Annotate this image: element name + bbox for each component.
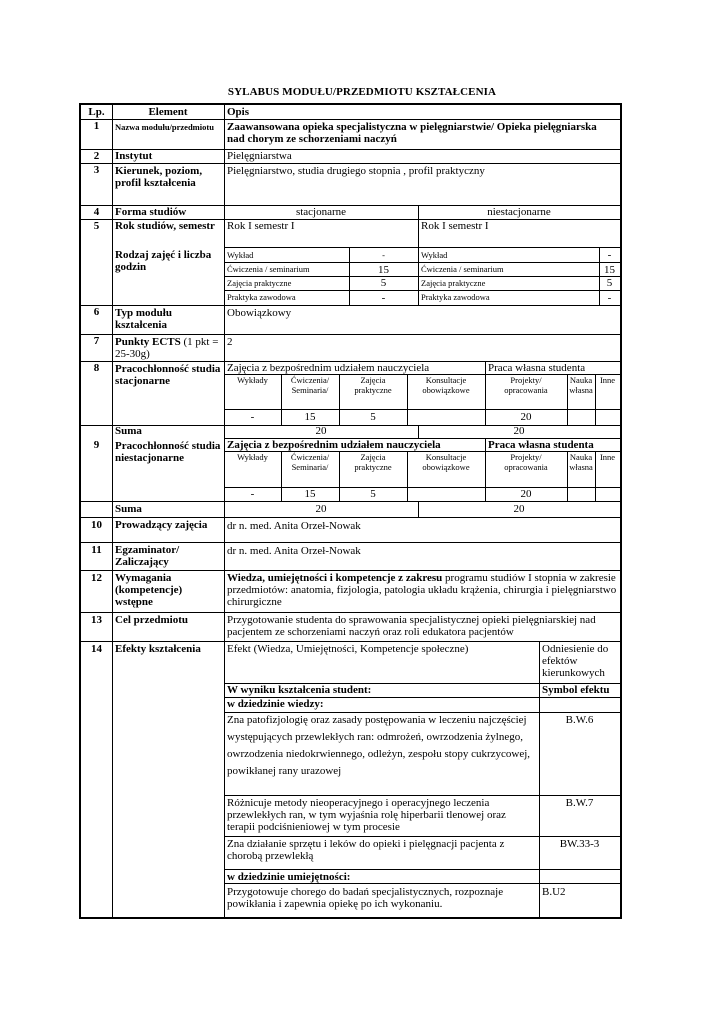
row-11-element: Egzaminator/ Zaliczający	[115, 544, 180, 568]
effects-head: Efekt (Wiedza, Umiejętności, Kompetencje społeczne)	[227, 643, 469, 655]
form-niestacjonarne: niestacjonarne	[487, 206, 551, 218]
header-opis: Opis	[227, 106, 250, 118]
lecturer: dr n. med. Anita Orzeł-Nowak	[227, 520, 361, 532]
effect-w1: Zna patofizjologię oraz zasady postępowania w leczeniu najczęściej występujących przewlekłych ran: odmrożeń, owrzodzenia żylnego, owrzodzenia niedokrwiennego, odleżyn, zespołu stopy cukrzycowej, powikłanej rany urazowej	[227, 714, 531, 777]
row-9-lp: 9	[93, 439, 100, 451]
suma-stac-teacher: 20	[315, 425, 327, 437]
ects-rate: (1 pkt = 25-30g)	[115, 336, 219, 360]
workload-col: Nauka własna	[569, 375, 593, 395]
prerequisites	[224, 570, 620, 612]
workload-niestac-teacher-head: Zajęcia z bezpośrednim udziałem nauczyciela	[227, 439, 441, 451]
row-5-lp: 5	[93, 220, 100, 232]
effect-w3-code: BW.33-3	[559, 838, 600, 850]
effect-w2-code: B.W.7	[565, 797, 594, 809]
class-type: Wykład	[421, 250, 448, 260]
row-10-element: Prowadzący zajęcia	[115, 519, 208, 531]
workload-val: 15	[304, 488, 316, 500]
header-element: Element	[148, 106, 188, 118]
workload-val: 20	[520, 411, 532, 423]
knowledge-section: w dziedzinie wiedzy:	[227, 698, 324, 710]
row-2-lp: 2	[93, 150, 100, 162]
field-of-study: Pielęgniarstwo, studia drugiego stopnia , profil praktyczny	[227, 165, 485, 177]
row-7-lp: 7	[93, 335, 100, 347]
row-9-element: Pracochłonność studia niestacjonarne	[115, 440, 221, 464]
header-lp: Lp.	[88, 106, 105, 118]
hours-stac: 15	[378, 264, 389, 276]
institute: Pielęgniarstwa	[227, 150, 292, 162]
row-14-lp: 14	[91, 643, 102, 655]
hours-stac: -	[381, 292, 386, 304]
workload-val: 5	[370, 488, 376, 500]
hours-niestac: 5	[606, 277, 613, 289]
effect-w1-code: B.W.6	[565, 714, 594, 726]
course-goal: Przygotowanie studenta do sprawowania specjalistycznej opieki pielęgniarskiej nad pacjentem ze schorzeniami naczyń oraz roli edukatora pacjentów	[227, 614, 596, 638]
workload-col: Ćwiczenia/ Seminaria/	[290, 375, 330, 395]
workload-stac-teacher-head: Zajęcia z bezpośrednim udziałem nauczyciela	[227, 362, 430, 374]
suma-niestac-own: 20	[513, 503, 525, 515]
effect-w3: Zna działanie sprzętu i leków do opieki i pielęgnacji pacjenta z chorobą przewlekłą	[227, 838, 505, 862]
workload-col: Ćwiczenia/ Seminaria/	[290, 452, 330, 472]
workload-col: Zajęcia praktyczne	[354, 452, 392, 472]
row-8-lp: 8	[93, 362, 100, 374]
skills-section: w dziedzinie umiejętności:	[227, 871, 351, 883]
row-13-element: Cel przedmiotu	[115, 614, 189, 626]
workload-col: Zajęcia praktyczne	[354, 375, 392, 395]
hours-stac: -	[382, 250, 385, 260]
row-7-element	[112, 334, 224, 361]
workload-col: Konsultacje obowiązkowe	[422, 375, 470, 395]
row-8-element: Pracochłonność studia stacjonarne	[115, 363, 221, 387]
row-1-lp: 1	[93, 120, 100, 132]
workload-val	[595, 487, 620, 501]
workload-col: Inne	[599, 452, 616, 462]
row-5-element: Rok studiów, semestr	[115, 220, 215, 232]
class-type: Zajęcia praktyczne	[227, 278, 292, 288]
suma-label: Suma	[115, 503, 142, 515]
workload-val: -	[250, 411, 255, 423]
suma-label: Suma	[115, 425, 142, 437]
row-12-element: Wymagania (kompetencje) wstępne	[115, 572, 183, 608]
row-1-element: Nazwa modułu/przedmiotu	[115, 122, 214, 132]
workload-val: 15	[304, 411, 316, 423]
row-6-lp: 6	[93, 306, 100, 318]
form-stacjonarne: stacjonarne	[295, 206, 347, 218]
workload-val: -	[250, 488, 255, 500]
row-3-lp: 3	[93, 164, 100, 176]
class-type: Ćwiczenia / seminarium	[421, 264, 504, 274]
class-types-label: Rodzaj zajęć i liczba godzin	[115, 249, 212, 273]
year-semester-stac: Rok I semestr I	[227, 220, 295, 232]
suma-stac-own: 20	[513, 425, 525, 437]
effects-symbol-head: Symbol efektu	[542, 684, 610, 696]
document-title: SYLABUS MODUŁU/PRZEDMIOTU KSZTAŁCENIA	[227, 86, 497, 98]
effect-w2: Różnicuje metody nieoperacyjnego i operacyjnego leczenia przewlekłych ran, w tym wyjaśnia rolę hiperbarii tlenowej oraz terapii podciśnieniowej w tym procesie	[227, 797, 506, 833]
row-4-element: Forma studiów	[115, 206, 187, 218]
workload-niestac-own-head: Praca własna studenta	[488, 439, 594, 451]
row-14-element: Efekty kształcenia	[115, 643, 201, 655]
effects-student-head: W wyniku kształcenia student:	[227, 684, 372, 696]
row-2-element: Instytut	[115, 150, 153, 162]
prerequisites-rest: programu studiów I stopnia w zakresie przedmiotów: anatomia, fizjologia, patologia układu krążenia, chirurgia i pielęgniarstwo chirurgiczne	[227, 572, 617, 608]
workload-col: Projekty/ opracowania	[504, 452, 548, 472]
row-10-lp: 10	[91, 519, 102, 531]
hours-niestac: 15	[604, 264, 615, 276]
ects-label: Punkty ECTS	[115, 336, 181, 348]
workload-val	[567, 487, 595, 501]
hours-stac: 5	[380, 277, 387, 289]
class-type: Ćwiczenia / seminarium	[227, 264, 310, 274]
syllabus-table	[79, 103, 622, 919]
workload-val	[407, 409, 485, 425]
class-type: Zajęcia praktyczne	[421, 278, 486, 288]
workload-col: Inne	[599, 375, 616, 385]
hours-niestac: -	[607, 292, 612, 304]
row-11-lp: 11	[91, 544, 102, 556]
workload-val: 5	[370, 411, 376, 423]
row-12-lp: 12	[91, 572, 102, 584]
module-name: Zaawansowana opieka specjalistyczna w pielęgniarstwie/ Opieka pielęgniarska nad chorym ze schorzeniami naczyń	[227, 121, 597, 145]
class-type: Praktyka zawodowa	[227, 292, 296, 302]
class-type: Praktyka zawodowa	[421, 292, 490, 302]
examiner: dr n. med. Anita Orzeł-Nowak	[227, 545, 361, 557]
workload-val	[407, 487, 485, 501]
workload-val: 20	[520, 488, 532, 500]
module-type: Obowiązkowy	[227, 307, 292, 319]
workload-val	[567, 409, 595, 425]
effect-u1: Przygotowuje chorego do badań specjalistycznych, rozpoznaje powikłania i zapewnia opiekę po ich wykonaniu.	[227, 886, 504, 910]
prerequisites-bold: Wiedza, umiejętności i kompetencje z zakresu	[227, 572, 443, 584]
effect-u1-code: B.U2	[542, 886, 566, 898]
row-13-lp: 13	[91, 614, 102, 626]
workload-col: Wykłady	[237, 452, 268, 462]
class-type: Wykład	[227, 250, 254, 260]
year-semester-niestac: Rok I semestr I	[421, 220, 489, 232]
workload-col: Konsultacje obowiązkowe	[422, 452, 470, 472]
workload-stac-own-head: Praca własna studenta	[488, 362, 586, 374]
workload-col: Projekty/ opracowania	[504, 375, 548, 395]
effects-reference-head: Odniesienie do efektów kierunkowych	[542, 643, 609, 679]
row-4-lp: 4	[93, 206, 100, 218]
suma-niestac-teacher: 20	[315, 503, 327, 515]
workload-val	[595, 409, 620, 425]
row-3-element: Kierunek, poziom, profil kształcenia	[115, 165, 203, 189]
ects-points: 2	[227, 336, 233, 348]
workload-col: Nauka własna	[569, 452, 593, 472]
hours-niestac: -	[607, 249, 612, 261]
row-6-element: Typ modułu kształcenia	[115, 307, 172, 331]
workload-col: Wykłady	[237, 375, 268, 385]
